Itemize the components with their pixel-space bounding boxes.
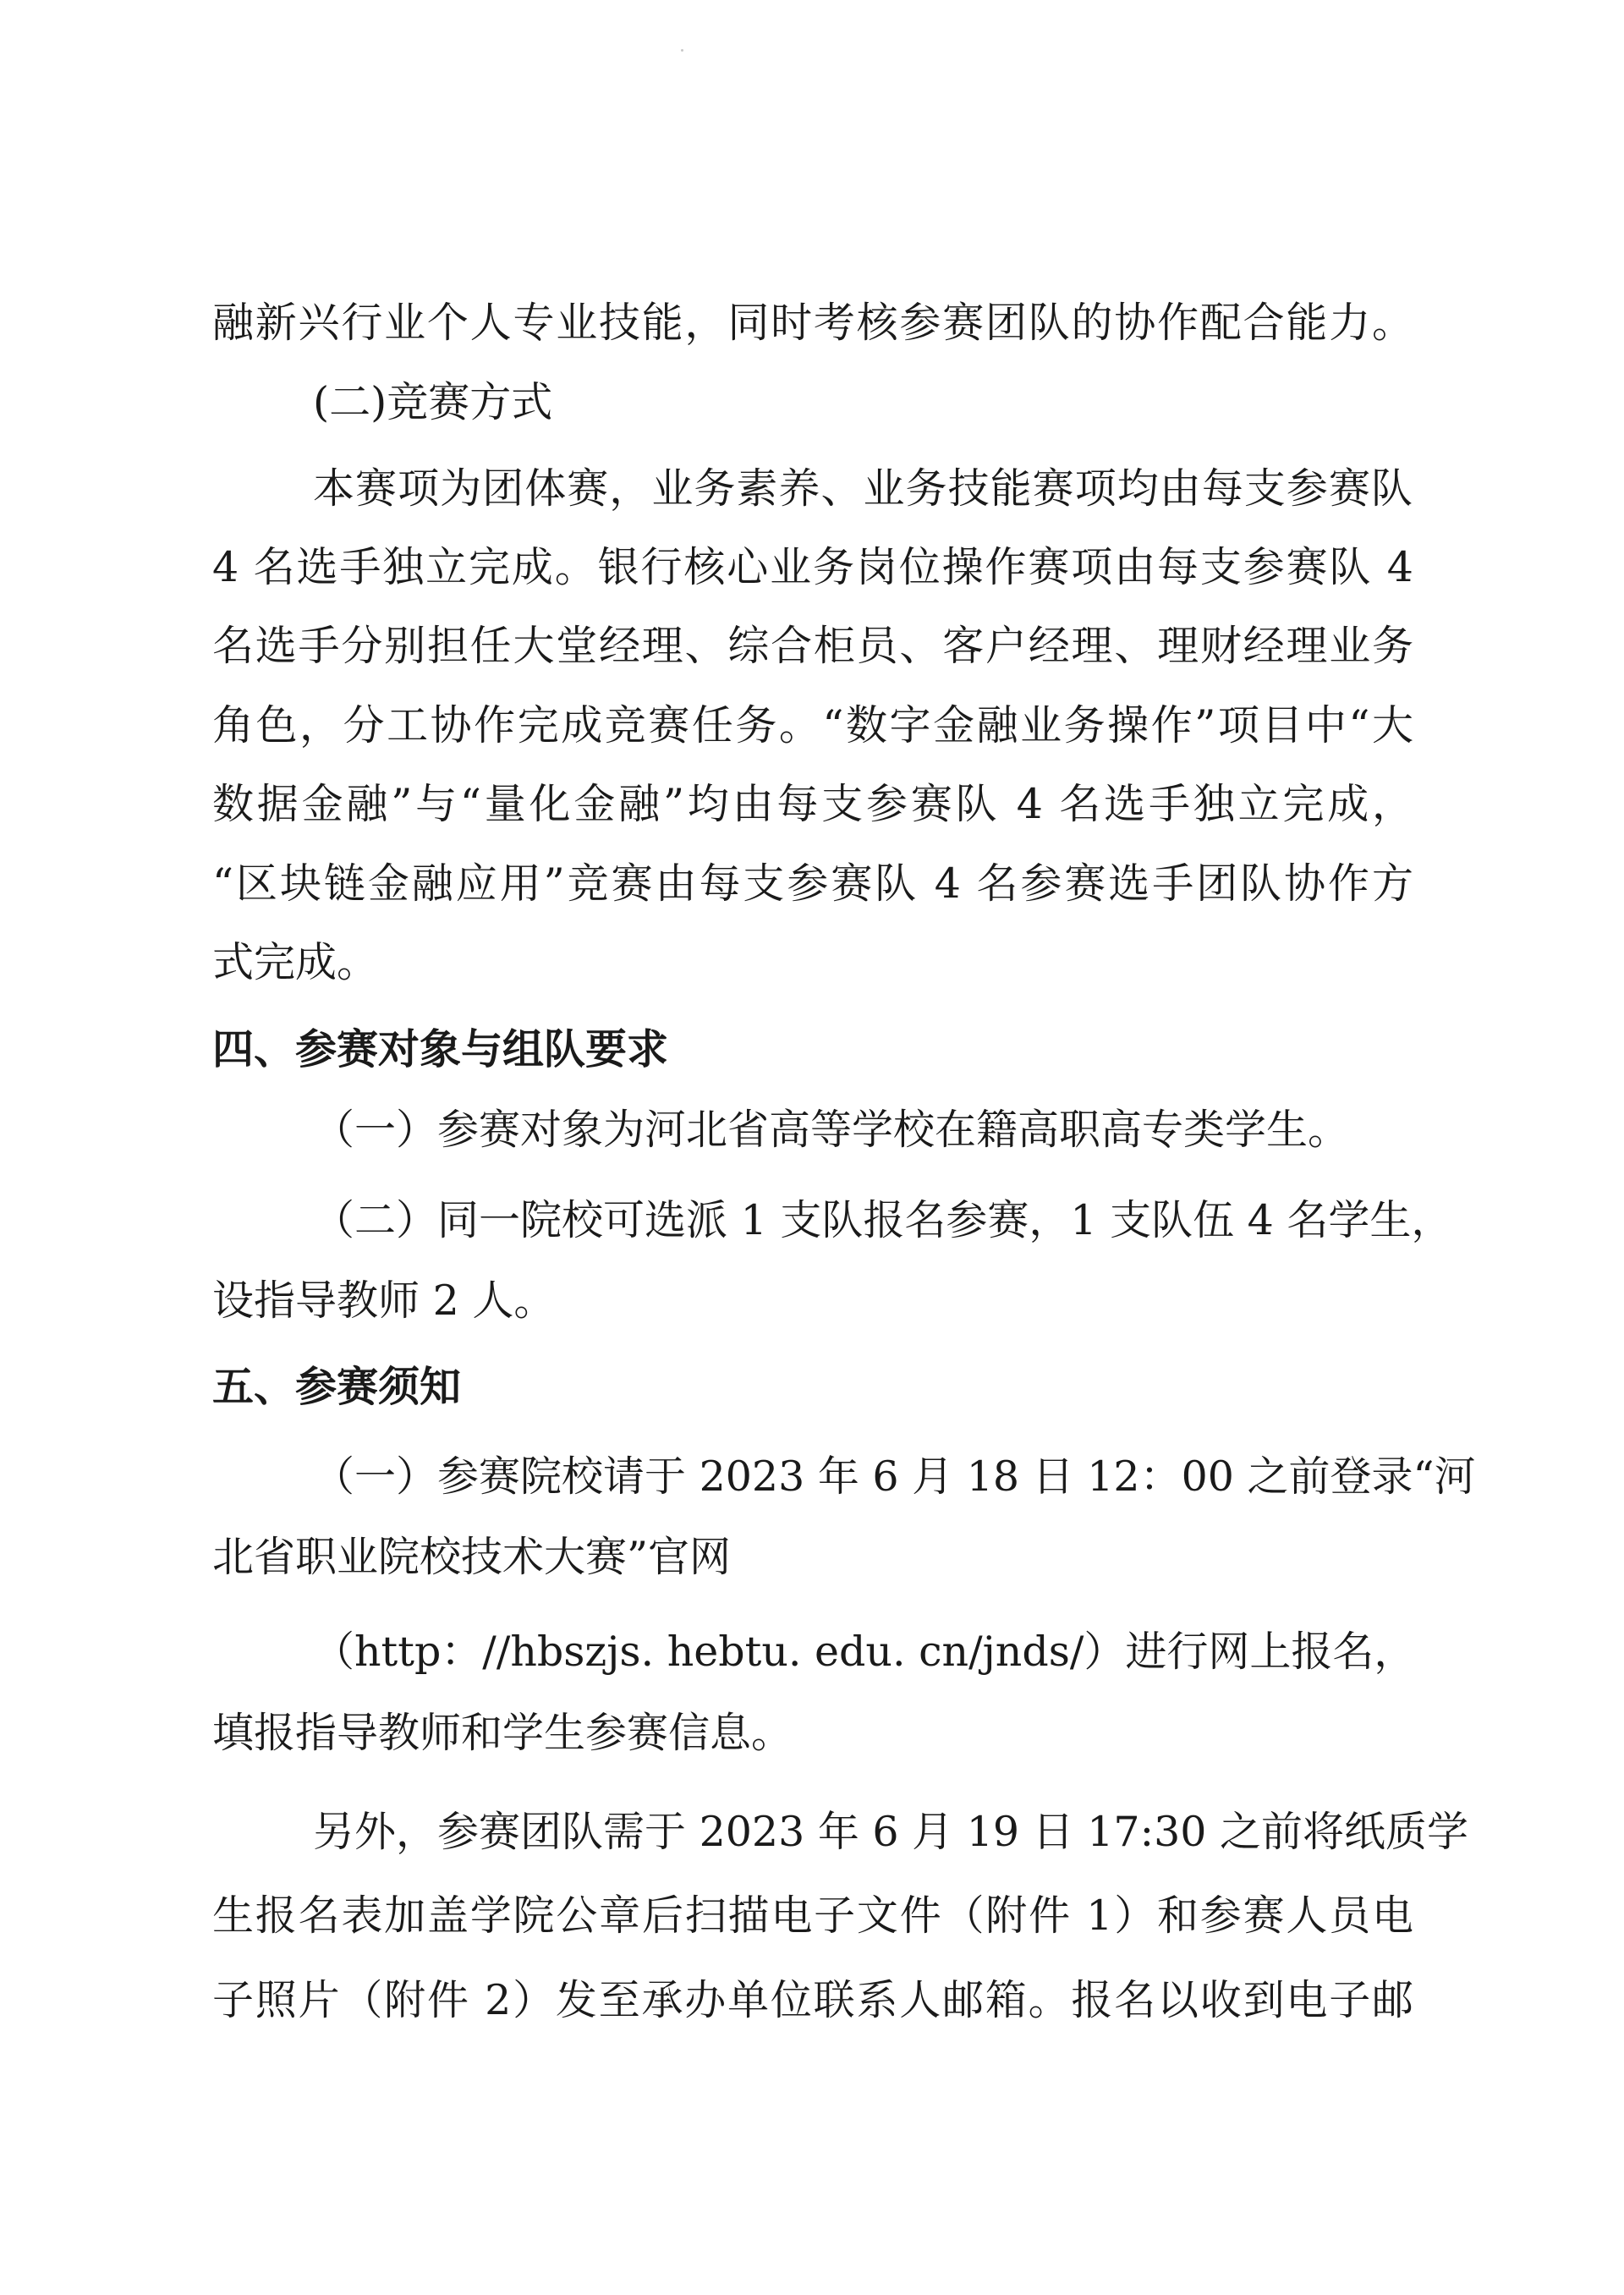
paragraph-line: 角色，分工协作完成竞赛任务。“数字金融业务操作”项目中“大 bbox=[212, 701, 1413, 749]
paragraph-line: 设指导教师 2 人。 bbox=[212, 1277, 556, 1325]
paragraph-line: 式完成。 bbox=[212, 938, 379, 986]
url-line: （http：//hbszjs. hebtu. edu. cn/jnds/）进行网上报名， bbox=[313, 1628, 1416, 1676]
section-heading-5: 五、参赛须知 bbox=[212, 1363, 462, 1411]
paragraph-line: 名选手分别担任大堂经理、综合柜员、客户经理、理财经理业务 bbox=[212, 622, 1413, 670]
section-heading-4: 四、参赛对象与组队要求 bbox=[212, 1025, 669, 1073]
paragraph-line: （一）参赛院校请于 2023 年 6 月 18 日 12：00 之前登录“河 bbox=[313, 1452, 1476, 1501]
paragraph-line: （一）参赛对象为河北省高等学校在籍高职高专类学生。 bbox=[313, 1106, 1350, 1154]
paragraph-line: 子照片（附件 2）发至承办单位联系人邮箱。报名以收到电子邮 bbox=[212, 1976, 1413, 2024]
paragraph-line: 融新兴行业个人专业技能，同时考核参赛团队的协作配合能力。 bbox=[212, 299, 1413, 347]
paragraph-line: （二）同一院校可选派 1 支队报名参赛，1 支队伍 4 名学生， bbox=[313, 1196, 1453, 1244]
section-subheading: (二)竞赛方式 bbox=[313, 378, 553, 426]
paragraph-line: 数据金融”与“量化金融”均由每支参赛队 4 名选手独立完成， bbox=[212, 780, 1413, 828]
paragraph-line: 北省职业院校技术大赛”官网 bbox=[212, 1533, 732, 1581]
paragraph-line: 生报名表加盖学院公章后扫描电子文件（附件 1）和参赛人员电 bbox=[212, 1891, 1413, 1940]
paragraph-line: 本赛项为团体赛，业务素养、业务技能赛项均由每支参赛队 bbox=[313, 464, 1413, 513]
scan-speck bbox=[681, 49, 683, 52]
paragraph-line: 4 名选手独立完成。银行核心业务岗位操作赛项由每支参赛队 4 bbox=[212, 543, 1413, 591]
paragraph-line: “区块链金融应用”竞赛由每支参赛队 4 名参赛选手团队协作方 bbox=[212, 859, 1413, 908]
paragraph-line: 填报指导教师和学生参赛信息。 bbox=[212, 1709, 793, 1757]
paragraph-line: 另外，参赛团队需于 2023 年 6 月 19 日 17:30 之前将纸质学 bbox=[313, 1808, 1469, 1856]
